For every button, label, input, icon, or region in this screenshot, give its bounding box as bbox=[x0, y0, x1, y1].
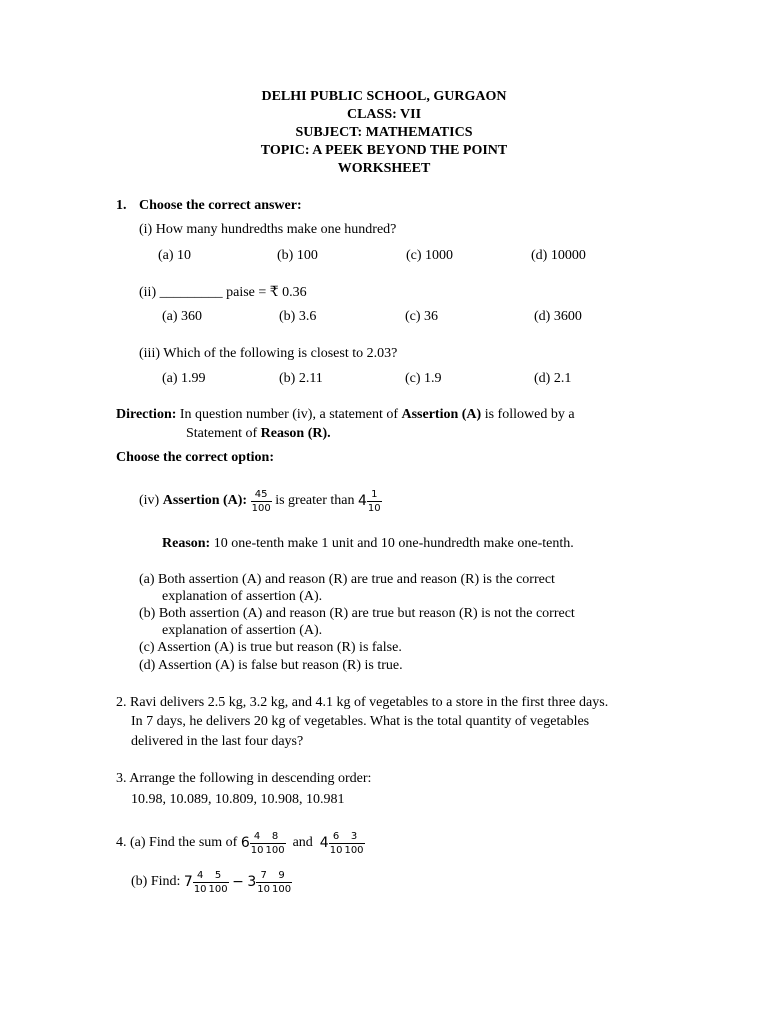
q4-b-prefix: (b) Find: bbox=[131, 874, 181, 889]
class-line: CLASS: VII bbox=[346, 107, 422, 122]
q4-a-fraction-2 bbox=[264, 831, 285, 856]
iv-option-a-line-2: explanation of assertion (A). bbox=[162, 589, 323, 604]
q1-ii-question: (ii) _________ paise = ₹ 0.36 bbox=[139, 285, 307, 300]
q4-b-fraction-1 bbox=[193, 870, 208, 895]
topic-line: TOPIC: A PEEK BEYOND THE POINT bbox=[260, 143, 508, 158]
q4-b-fraction-2-denominator: 100 bbox=[208, 883, 228, 895]
worksheet-title: WORKSHEET bbox=[337, 161, 431, 176]
iv-option-b-line-2: explanation of assertion (A). bbox=[162, 623, 323, 638]
q1-number: 1. bbox=[116, 198, 127, 213]
q2-line-2: In 7 days, he delivers 20 kg of vegetables. What is the total quantity of vegetables bbox=[131, 714, 590, 729]
q4-b-fraction-4-numerator: 9 bbox=[271, 870, 292, 883]
choose-option-heading: Choose the correct option: bbox=[116, 450, 274, 465]
q1-iii-option-b: (b) 2.11 bbox=[279, 371, 323, 386]
q4-a-fraction-4 bbox=[343, 831, 364, 856]
q4-a-fraction-1 bbox=[250, 831, 265, 856]
direction-label: Direction: bbox=[116, 407, 177, 422]
q4-b-whole-2: 3 bbox=[247, 874, 257, 890]
q1-ii-option-a: (a) 360 bbox=[162, 309, 203, 324]
q4-b-fraction-4-denominator: 100 bbox=[272, 883, 292, 895]
subject-line: SUBJECT: MATHEMATICS bbox=[295, 125, 473, 140]
q1-iii-option-a: (a) 1.99 bbox=[162, 371, 206, 386]
q4-a-fraction-2-numerator: 8 bbox=[264, 831, 285, 844]
q1-iii-option-d: (d) 2.1 bbox=[534, 371, 572, 386]
q3-title: 3. Arrange the following in descending order: bbox=[116, 771, 372, 786]
q1-i-option-d: (d) 10000 bbox=[531, 248, 586, 263]
q1-i-option-c: (c) 1000 bbox=[406, 248, 454, 263]
q4-b-fraction-2-numerator: 5 bbox=[208, 870, 229, 883]
q2-line-1: 2. Ravi delivers 2.5 kg, 3.2 kg, and 4.1 kg of vegetables to a store in the first three days. bbox=[116, 695, 609, 710]
q3-values: 10.98, 10.089, 10.809, 10.908, 10.981 bbox=[131, 792, 345, 807]
q4-a-whole-1: 6 bbox=[240, 835, 250, 851]
q4-a-prefix: 4. (a) Find the sum of bbox=[116, 835, 238, 850]
q4-b-fraction-3-numerator: 7 bbox=[256, 870, 271, 883]
iv-reason-text: 10 one-tenth make 1 unit and 10 one-hundredth make one-tenth. bbox=[210, 536, 574, 551]
school-name: DELHI PUBLIC SCHOOL, GURGAON bbox=[261, 89, 507, 104]
q4-b-fraction-3-denominator: 10 bbox=[257, 883, 271, 895]
q4-b-fraction-4 bbox=[271, 870, 292, 895]
q1-i-question: (i) How many hundredths make one hundred? bbox=[139, 222, 397, 237]
direction-line-2 bbox=[186, 425, 331, 442]
iv-reason-label: Reason: bbox=[162, 536, 211, 551]
iv-fraction-2-denominator: 10 bbox=[367, 502, 381, 514]
iv-option-b-line-1: (b) Both assertion (A) and reason (R) are true but reason (R) is not the correct bbox=[139, 606, 575, 621]
q2-line-3: delivered in the last four days? bbox=[131, 734, 304, 749]
direction-line2-text: Statement of bbox=[186, 426, 261, 441]
q4-a-whole-2: 4 bbox=[319, 835, 329, 851]
direction-text-1: In question number (iv), a statement of bbox=[176, 407, 402, 422]
q4-a-fraction-1-numerator: 4 bbox=[250, 831, 265, 844]
q1-i-option-a: (a) 10 bbox=[158, 248, 192, 263]
iv-option-a-line-1: (a) Both assertion (A) and reason (R) are true and reason (R) is the correct bbox=[139, 572, 555, 587]
q1-title: Choose the correct answer: bbox=[139, 198, 302, 213]
iv-option-d: (d) Assertion (A) is false but reason (R) is true. bbox=[139, 658, 403, 673]
direction-text-2: is followed by a bbox=[481, 407, 575, 422]
q4-a-fraction-3-denominator: 10 bbox=[329, 844, 343, 856]
q4-b-whole-1: 7 bbox=[183, 874, 193, 890]
iv-whole-number: 4 bbox=[357, 493, 367, 509]
q4-a-fraction-1-denominator: 10 bbox=[250, 844, 264, 856]
q4-b-fraction-3 bbox=[256, 870, 271, 895]
direction-reason: Reason (R). bbox=[260, 426, 331, 441]
direction-line-1 bbox=[116, 406, 575, 423]
iv-assertion-line bbox=[139, 484, 382, 518]
q1-ii-option-c: (c) 36 bbox=[405, 309, 439, 324]
iv-middle-text: is greater than bbox=[275, 493, 355, 508]
q1-i-option-b: (b) 100 bbox=[277, 248, 318, 263]
q4-b-fraction-1-denominator: 10 bbox=[193, 883, 207, 895]
q4-a-fraction-2-denominator: 100 bbox=[265, 844, 285, 856]
q4-a-line bbox=[116, 826, 365, 860]
iv-option-c: (c) Assertion (A) is true but reason (R) is false. bbox=[139, 640, 402, 655]
iv-reason-line bbox=[162, 535, 574, 552]
q1-iii-question: (iii) Which of the following is closest to 2.03? bbox=[139, 346, 398, 361]
iv-fraction-2-numerator: 1 bbox=[367, 489, 382, 502]
q4-b-line bbox=[131, 865, 292, 899]
q1-ii-option-d: (d) 3600 bbox=[534, 309, 582, 324]
iv-fraction-1-denominator: 100 bbox=[251, 502, 271, 514]
iv-assertion-label: Assertion (A): bbox=[162, 493, 248, 508]
iv-fraction-1-numerator: 45 bbox=[251, 489, 272, 502]
q4-b-minus: − bbox=[232, 874, 244, 890]
q4-b-fraction-2 bbox=[208, 870, 229, 895]
q4-a-fraction-3 bbox=[329, 831, 344, 856]
direction-assertion: Assertion (A) bbox=[401, 407, 482, 422]
q4-a-fraction-3-numerator: 6 bbox=[329, 831, 344, 844]
q4-a-and: and bbox=[292, 835, 313, 850]
q1-ii-option-b: (b) 3.6 bbox=[279, 309, 317, 324]
iv-fraction-2 bbox=[367, 489, 382, 514]
iv-fraction-1 bbox=[251, 489, 272, 514]
q4-a-fraction-4-denominator: 100 bbox=[344, 844, 364, 856]
q4-b-fraction-1-numerator: 4 bbox=[193, 870, 208, 883]
iv-prefix: (iv) bbox=[139, 493, 163, 508]
q1-iii-option-c: (c) 1.9 bbox=[405, 371, 442, 386]
q4-a-fraction-4-numerator: 3 bbox=[343, 831, 364, 844]
